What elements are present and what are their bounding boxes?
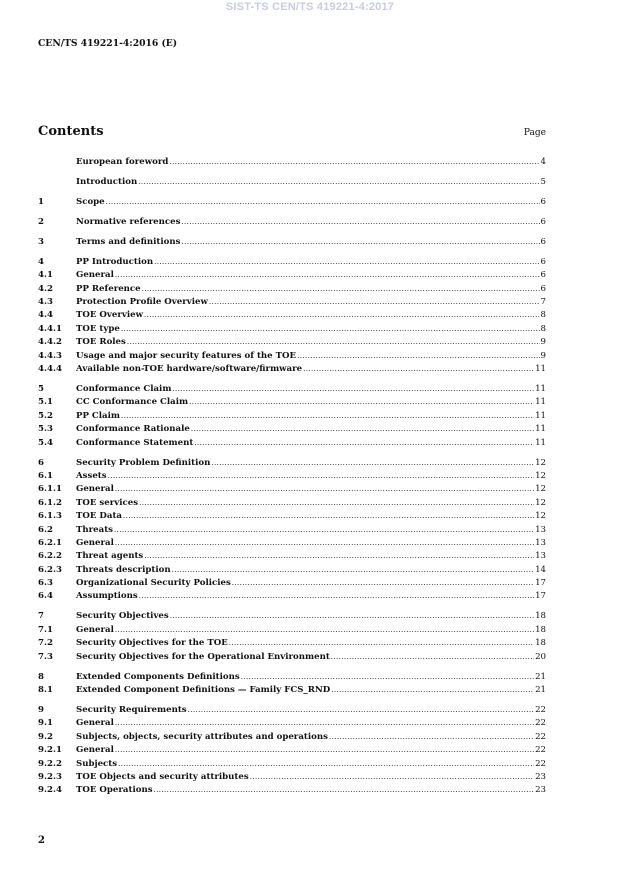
toc-dot-leader	[170, 610, 534, 623]
toc-entry-page: 12	[535, 470, 546, 481]
toc-entry-page: 7	[540, 297, 546, 308]
toc-entry-page: 22	[535, 731, 546, 742]
toc-entry-page: 9	[540, 337, 546, 348]
toc-dot-leader	[121, 323, 540, 336]
toc-entry-number: 6.1	[38, 470, 53, 481]
toc-entry-number: 4.4.2	[38, 337, 62, 348]
toc-entry-title: Conformance Claim	[76, 384, 172, 395]
toc-entry-title: General	[76, 484, 114, 495]
toc-dot-leader	[211, 457, 534, 470]
toc-entry[interactable]	[38, 744, 546, 757]
toc-entry-page: 21	[535, 671, 546, 682]
toc-entry-number: 8	[38, 671, 44, 682]
toc-entry-title: Protection Profile Overview	[76, 297, 208, 308]
toc-dot-leader	[123, 510, 534, 523]
table-of-contents	[38, 156, 546, 798]
toc-dot-leader	[106, 196, 540, 209]
toc-entry[interactable]	[38, 176, 546, 189]
toc-entry-number: 7.3	[38, 651, 53, 662]
toc-entry-title: Security Objectives	[76, 611, 169, 622]
toc-dot-leader	[191, 423, 534, 436]
toc-entry-page: 9	[540, 350, 546, 361]
toc-entry-number: 6.2	[38, 524, 53, 535]
toc-dot-leader	[229, 637, 534, 650]
toc-entry[interactable]	[38, 350, 546, 363]
toc-dot-leader	[232, 577, 534, 590]
toc-entry-number: 4.4.4	[38, 364, 62, 375]
toc-dot-leader	[172, 564, 534, 577]
toc-entry-title: PP Introduction	[76, 256, 154, 267]
toc-entry[interactable]	[38, 590, 546, 603]
toc-entry-page: 18	[535, 638, 546, 649]
toc-entry[interactable]	[38, 550, 546, 563]
toc-entry-number: 5.2	[38, 410, 53, 421]
toc-entry-page: 11	[535, 384, 546, 395]
toc-entry-number: 4.4.1	[38, 323, 62, 334]
toc-entry-number: 6.2.1	[38, 537, 62, 548]
toc-entry-title: Terms and definitions	[76, 236, 181, 247]
toc-entry[interactable]	[38, 363, 546, 376]
toc-entry[interactable]	[38, 537, 546, 550]
toc-dot-leader	[303, 363, 534, 376]
toc-entry-title: General	[76, 537, 114, 548]
toc-entry[interactable]	[38, 577, 546, 590]
toc-entry-title: Extended Components Definitions	[76, 671, 240, 682]
toc-entry-title: Scope	[76, 196, 105, 207]
toc-entry-page: 18	[535, 624, 546, 635]
toc-entry-number: 4.1	[38, 270, 53, 281]
toc-entry-number: 6	[38, 457, 44, 468]
toc-entry-number: 7.1	[38, 624, 53, 635]
toc-entry-page: 8	[540, 323, 546, 334]
toc-entry[interactable]	[38, 704, 546, 717]
toc-entry-page: 13	[535, 524, 546, 535]
toc-entry-page: 21	[535, 685, 546, 696]
toc-entry-page: 14	[535, 564, 546, 575]
toc-entry-title: Assumptions	[76, 591, 138, 602]
toc-entry-title: Security Requirements	[76, 705, 187, 715]
toc-entry[interactable]	[38, 524, 546, 537]
toc-entry[interactable]	[38, 323, 546, 336]
toc-entry-page: 6	[540, 196, 546, 207]
toc-entry-page: 12	[535, 457, 546, 468]
toc-entry-title: TOE Overview	[76, 310, 144, 321]
toc-entry-title: Assets	[76, 470, 107, 481]
toc-entry-page: 11	[535, 397, 546, 408]
page-number: 2	[38, 835, 45, 846]
toc-entry-number: 5.4	[38, 437, 53, 448]
toc-dot-leader	[172, 383, 534, 396]
toc-entry-number: 9.2.1	[38, 745, 62, 756]
toc-entry-number: 7	[38, 611, 44, 622]
toc-entry-number: 4.2	[38, 283, 53, 294]
toc-dot-leader	[115, 483, 534, 496]
toc-entry[interactable]	[38, 684, 546, 697]
toc-entry-page: 11	[535, 424, 546, 435]
toc-entry-title: TOE Data	[76, 511, 122, 522]
toc-entry[interactable]	[38, 651, 546, 664]
toc-entry-number: 5.3	[38, 424, 53, 435]
toc-entry-title: PP Reference	[76, 283, 141, 294]
toc-entry-page: 23	[535, 771, 546, 782]
toc-dot-leader	[144, 309, 540, 322]
toc-entry[interactable]	[38, 256, 546, 269]
toc-entry-title: TOE Operations	[76, 785, 153, 796]
toc-entry[interactable]	[38, 196, 546, 209]
toc-entry[interactable]	[38, 216, 546, 229]
toc-entry[interactable]	[38, 637, 546, 650]
toc-entry-page: 12	[535, 484, 546, 495]
toc-entry[interactable]	[38, 457, 546, 470]
toc-entry[interactable]	[38, 564, 546, 577]
toc-dot-leader	[209, 296, 540, 309]
toc-entry[interactable]	[38, 383, 546, 396]
toc-entry-title: Threat agents	[76, 551, 144, 562]
toc-entry-number: 6.3	[38, 578, 53, 589]
toc-entry-title: Extended Component Definitions — Family FCS_RND	[76, 685, 331, 696]
toc-entry-number: 6.1.1	[38, 484, 62, 495]
toc-dot-leader	[142, 283, 540, 296]
toc-entry-page: 4	[540, 157, 546, 167]
toc-dot-leader	[331, 651, 534, 664]
toc-dot-leader	[115, 717, 534, 730]
toc-entry[interactable]	[38, 731, 546, 744]
toc-entry-title: Threats description	[76, 564, 171, 575]
toc-entry-number: 9.2.2	[38, 758, 62, 769]
toc-entry-page: 23	[535, 785, 546, 796]
toc-dot-leader	[121, 410, 534, 423]
toc-dot-leader	[108, 470, 534, 483]
toc-entry[interactable]	[38, 758, 546, 771]
toc-entry-title: Security Problem Definition	[76, 457, 211, 468]
toc-dot-leader	[115, 537, 534, 550]
toc-entry-page: 6	[540, 283, 546, 294]
toc-entry[interactable]	[38, 483, 546, 496]
toc-entry[interactable]	[38, 470, 546, 483]
toc-entry-page: 11	[535, 364, 546, 375]
toc-dot-leader	[154, 784, 535, 797]
toc-dot-leader	[188, 704, 534, 717]
toc-dot-leader	[127, 336, 540, 349]
toc-entry-number: 6.1.2	[38, 497, 62, 508]
toc-entry-number: 5	[38, 384, 44, 395]
toc-entry-page: 13	[535, 537, 546, 548]
toc-entry-page: 17	[535, 591, 546, 602]
toc-dot-leader	[241, 671, 534, 684]
toc-entry-page: 8	[540, 310, 546, 321]
toc-entry-page: 22	[535, 745, 546, 756]
toc-entry-number: 9	[38, 705, 44, 715]
toc-entry-number: 8.1	[38, 685, 53, 696]
toc-entry[interactable]	[38, 717, 546, 730]
page-column-label: Page	[523, 128, 546, 138]
toc-entry-title: Normative references	[76, 216, 181, 227]
toc-dot-leader	[115, 624, 534, 637]
toc-entry-number: 1	[38, 196, 44, 207]
toc-entry[interactable]	[38, 437, 546, 450]
toc-entry[interactable]	[38, 396, 546, 409]
toc-dot-leader	[331, 684, 534, 697]
toc-dot-leader	[114, 524, 534, 537]
toc-entry-title: TOE services	[76, 497, 139, 508]
toc-entry[interactable]	[38, 610, 546, 623]
toc-entry-title: Introduction	[76, 176, 138, 187]
toc-entry[interactable]	[38, 510, 546, 523]
toc-dot-leader	[181, 236, 539, 249]
toc-entry-title: TOE type	[76, 323, 120, 334]
toc-entry[interactable]	[38, 309, 546, 322]
toc-entry-title: Subjects	[76, 758, 118, 769]
toc-entry-number: 6.4	[38, 591, 53, 602]
watermark: SIST-TS CEN/TS 419221-4:2017	[225, 1, 395, 13]
toc-entry-title: PP Claim	[76, 410, 120, 421]
toc-dot-leader	[189, 396, 534, 409]
toc-dot-leader	[154, 256, 539, 269]
toc-entry-number: 3	[38, 236, 44, 247]
toc-entry-page: 12	[535, 511, 546, 522]
toc-entry-number: 9.1	[38, 718, 53, 729]
toc-entry-page: 11	[535, 437, 546, 448]
toc-entry-title: Security Objectives for the Operational Environment	[76, 651, 330, 662]
toc-entry[interactable]	[38, 269, 546, 282]
toc-dot-leader	[329, 731, 534, 744]
toc-entry[interactable]	[38, 423, 546, 436]
toc-entry-page: 6	[540, 236, 546, 247]
toc-entry-number: 9.2.4	[38, 785, 62, 796]
toc-entry-page: 6	[540, 216, 546, 227]
toc-entry-title: General	[76, 624, 114, 635]
toc-entry-number: 4	[38, 256, 44, 267]
toc-entry-number: 2	[38, 216, 44, 227]
toc-dot-leader	[118, 758, 534, 771]
toc-entry[interactable]	[38, 296, 546, 309]
toc-entry-title: General	[76, 745, 114, 756]
document-id: CEN/TS 419221-4:2016 (E)	[38, 38, 178, 49]
toc-entry-page: 11	[535, 410, 546, 421]
toc-entry-page: 12	[535, 497, 546, 508]
toc-entry-number: 6.1.3	[38, 511, 62, 522]
toc-entry-title: Conformance Rationale	[76, 424, 190, 435]
toc-entry-number: 4.4.3	[38, 350, 62, 361]
toc-entry-page: 22	[535, 705, 546, 715]
toc-entry-title: Available non-TOE hardware/software/firmware	[76, 364, 303, 375]
contents-heading: Contents	[38, 124, 104, 139]
toc-dot-leader	[194, 437, 534, 450]
toc-entry-title: TOE Roles	[76, 337, 126, 348]
toc-entry[interactable]	[38, 624, 546, 637]
toc-entry[interactable]	[38, 236, 546, 249]
toc-entry-page: 6	[540, 270, 546, 281]
toc-dot-leader	[144, 550, 534, 563]
toc-entry-number: 9.2	[38, 731, 53, 742]
toc-dot-leader	[297, 350, 539, 363]
toc-dot-leader	[139, 497, 534, 510]
toc-entry-page: 17	[535, 578, 546, 589]
toc-entry-number: 5.1	[38, 397, 53, 408]
toc-dot-leader	[115, 269, 540, 282]
toc-entry-page: 18	[535, 611, 546, 622]
toc-entry[interactable]	[38, 336, 546, 349]
toc-entry-title: European foreword	[76, 157, 169, 167]
toc-entry[interactable]	[38, 784, 546, 797]
toc-entry-title: CC Conformance Claim	[76, 397, 189, 408]
toc-entry-title: Threats	[76, 524, 114, 535]
toc-entry-number: 4.3	[38, 297, 53, 308]
toc-entry-number: 6.2.2	[38, 551, 62, 562]
toc-entry-title: General	[76, 270, 114, 281]
toc-dot-leader	[250, 771, 534, 784]
toc-entry-title: Usage and major security features of the TOE	[76, 350, 297, 361]
toc-dot-leader	[139, 590, 534, 603]
toc-entry-number: 6.2.3	[38, 564, 62, 575]
toc-entry-title: General	[76, 718, 114, 729]
toc-entry-number: 7.2	[38, 638, 53, 649]
toc-dot-leader	[181, 216, 539, 229]
toc-entry[interactable]	[38, 671, 546, 684]
toc-entry[interactable]	[38, 156, 546, 169]
toc-entry-page: 22	[535, 758, 546, 769]
toc-entry[interactable]	[38, 410, 546, 423]
toc-entry-number: 4.4	[38, 310, 53, 321]
toc-entry-title: TOE Objects and security attributes	[76, 771, 249, 782]
toc-entry-title: Subjects, objects, security attributes and operations	[76, 731, 328, 742]
toc-entry-page: 5	[540, 176, 546, 187]
toc-entry[interactable]	[38, 497, 546, 510]
toc-entry-number: 9.2.3	[38, 771, 62, 782]
toc-entry-title: Conformance Statement	[76, 437, 194, 448]
toc-entry-page: 6	[540, 256, 546, 267]
toc-dot-leader	[169, 156, 539, 169]
toc-entry-title: Security Objectives for the TOE	[76, 638, 228, 649]
toc-entry-page: 22	[535, 718, 546, 729]
toc-entry-title: Organizational Security Policies	[76, 578, 231, 589]
toc-entry-page: 13	[535, 551, 546, 562]
toc-entry[interactable]	[38, 771, 546, 784]
toc-dot-leader	[115, 744, 534, 757]
toc-entry-page: 20	[535, 651, 546, 662]
toc-dot-leader	[138, 176, 539, 189]
toc-entry[interactable]	[38, 283, 546, 296]
